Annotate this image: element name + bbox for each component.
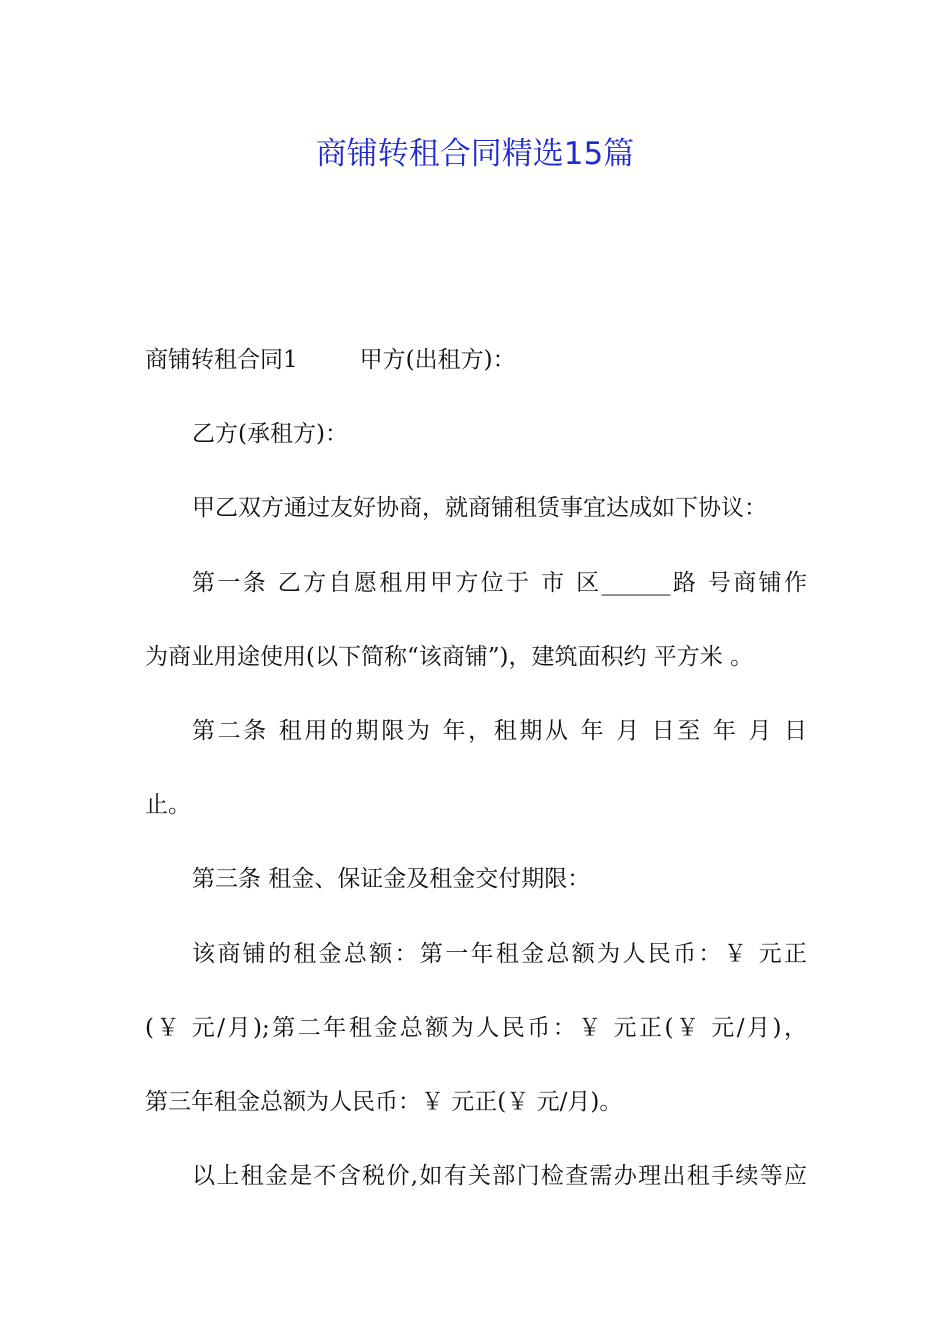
paragraph-line: 第二条 租用的期限为 年，租期从 年 月 日至 年 月 日 — [192, 717, 807, 744]
paragraph-line: (￥ 元/月);第二年租金总额为人民币：￥ 元正(￥ 元/月)， — [145, 1014, 807, 1041]
paragraph-line: 乙方(承租方)： — [192, 421, 348, 448]
paragraph-line: 第三年租金总额为人民币：￥ 元正(￥ 元/月)。 — [145, 1088, 623, 1115]
paragraph-line: 为商业用途使用(以下简称“该商铺”)，建筑面积约 平方米 。 — [145, 643, 754, 670]
party-a-label: 甲方(出租方)： — [359, 347, 516, 373]
paragraph-line: 第一条 乙方自愿租用甲方位于 市 区______路 号商铺作 — [192, 569, 807, 596]
paragraph-line: 第三条 租金、保证金及租金交付期限： — [192, 866, 591, 893]
document-title: 商铺转租合同精选15篇 — [315, 136, 635, 172]
paragraph-line: 止。 — [145, 792, 191, 819]
paragraph-line — [145, 332, 807, 406]
paragraph-line: 以上租金是不含税价,如有关部门检查需办理出租手续等应 — [192, 1163, 807, 1190]
contract-heading: 商铺转租合同1 — [145, 347, 298, 373]
paragraph-line: 甲乙双方通过友好协商，就商铺租赁事宜达成如下协议： — [192, 495, 767, 522]
paragraph-line: 该商铺的租金总额：第一年租金总额为人民币：￥ 元正 — [192, 940, 807, 967]
document-body — [145, 332, 807, 1222]
